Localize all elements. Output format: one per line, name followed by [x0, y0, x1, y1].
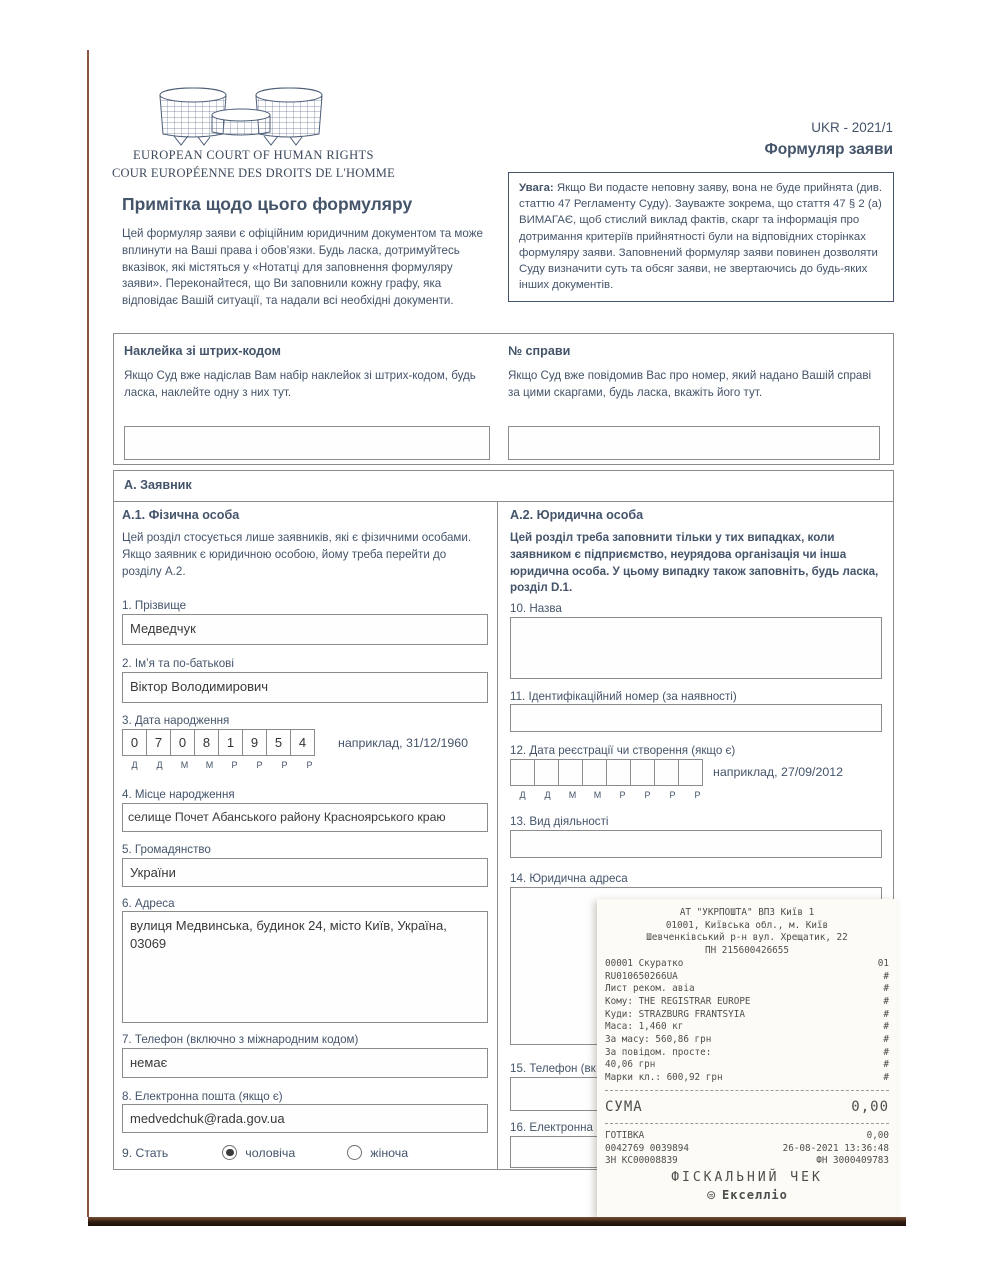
warning-box [508, 172, 894, 302]
receipt-line-left: 01001, Київська обл., м. Київ [665, 919, 829, 931]
section-a-header [113, 470, 894, 502]
receipt-line [605, 958, 889, 971]
postal-receipt [597, 899, 897, 1217]
warning-label: Увага: [519, 182, 554, 194]
dmy-label: Р [306, 760, 313, 770]
registration-date-cells[interactable] [510, 759, 702, 786]
field3-label: 3. Дата народження [122, 714, 230, 727]
a1-intro: Цей розділ стосується лише заявників, які є фізичними особами. Якщо заявник є юридичною особою, йому треба перейти до розділу А.2. [122, 531, 472, 578]
receipt-line-left: ГОТІВКА [605, 1129, 645, 1141]
receipt-line-right: # [883, 1072, 889, 1084]
receipt-line-left: RU010650266UA [605, 970, 678, 982]
activity-value [511, 831, 881, 841]
field12-label: 12. Дата реєстрації чи створення (якщо є) [510, 744, 736, 757]
form-code: UKR - 2021/1 [811, 120, 893, 135]
case-number-value [509, 427, 879, 437]
address-value: вулиця Медвинська, будинок 24, місто Київ, Україна, 03069 [130, 918, 447, 951]
dmy-label: Р [619, 790, 626, 800]
receipt-line-right: # [883, 1034, 889, 1046]
firstname-field[interactable] [122, 672, 488, 703]
field15-label: 15. Телефон (вк [510, 1062, 596, 1075]
birthdate-digit-cell[interactable]: 0 [170, 729, 195, 756]
field6-label: 6. Адреса [122, 897, 175, 910]
receipt-line-left: ЗН КС00008839 [605, 1155, 678, 1167]
registration-digit-cell[interactable] [654, 759, 679, 786]
dmy-label: Д [519, 790, 526, 800]
page-bottom-edge [88, 1217, 906, 1226]
receipt-line-left: Маса: 1,460 кг [605, 1021, 684, 1033]
dmy-label: Р [231, 760, 238, 770]
dmy-label: Р [281, 760, 288, 770]
receipt-line-right: 0,00 [866, 1129, 889, 1141]
gender-row [122, 1145, 408, 1160]
dmy-label: Р [256, 760, 263, 770]
registration-digit-cell[interactable] [510, 759, 535, 786]
birthdate-digit-cell[interactable]: 0 [122, 729, 147, 756]
receipt-line [605, 920, 889, 933]
a1-title: А.1. Фізична особа [122, 508, 240, 522]
echr-building-logo-icon [146, 84, 336, 157]
receipt-line-left: ФІСКАЛЬНИЙ ЧЕК [671, 1169, 823, 1185]
case-number-field[interactable] [508, 426, 880, 460]
field2-label: 2. Ім’я та по-батькові [122, 657, 234, 670]
receipt-line [605, 1187, 889, 1203]
receipt-line [605, 1155, 889, 1168]
email-field[interactable] [122, 1104, 488, 1133]
receipt-line-right: 0,00 [851, 1098, 889, 1115]
birthplace-field[interactable] [122, 803, 488, 832]
registration-digit-cell[interactable] [678, 759, 703, 786]
receipt-line [605, 1168, 889, 1187]
receipt-line-left: Лист реком. авіа [605, 983, 695, 995]
nationality-field[interactable] [122, 858, 488, 887]
field16-label: 16. Електронна [510, 1121, 593, 1134]
barcode-sticker-field[interactable] [124, 426, 490, 460]
dmy-label: М [568, 790, 577, 800]
page-left-edge [87, 50, 89, 1217]
registration-example: наприклад, 27/09/2012 [713, 765, 844, 779]
dmy-label: Д [131, 760, 138, 770]
dmy-label: Р [694, 790, 701, 800]
birthdate-digit-cell[interactable]: 5 [266, 729, 291, 756]
receipt-line-right: ФН 3000409783 [816, 1155, 889, 1167]
receipt-line-left: Куди: STRAZBURG FRANTSYIA [605, 1008, 745, 1020]
receipt-line [605, 1021, 889, 1034]
field7-label: 7. Телефон (включно з міжнародним кодом) [122, 1033, 359, 1046]
note-heading: Примітка щодо цього формуляру [122, 194, 413, 214]
section-a-title: А. Заявник [124, 478, 192, 492]
birthdate-dmy-labels [122, 760, 322, 770]
receipt-line [605, 907, 889, 920]
receipt-line [605, 1034, 889, 1047]
receipt-line-right: # [883, 1059, 889, 1071]
birthdate-digit-cell[interactable]: 9 [242, 729, 267, 756]
field5-label: 5. Громадянство [122, 843, 211, 856]
registration-digit-cell[interactable] [534, 759, 559, 786]
receipt-line [605, 983, 889, 996]
receipt-line [605, 1072, 889, 1085]
dmy-label: М [593, 790, 602, 800]
dmy-label: Д [156, 760, 163, 770]
receipt-line [605, 1143, 889, 1156]
gender-female-label: жіноча [370, 1145, 409, 1160]
dmy-label: М [180, 760, 189, 770]
surname-field[interactable] [122, 614, 488, 645]
case-number-title: № справи [508, 344, 571, 358]
field8-label: 8. Електронна пошта (якщо є) [122, 1090, 283, 1103]
receipt-line [605, 971, 889, 984]
dmy-label: М [205, 760, 214, 770]
receipt-line-right: 26-08-2021 13:36:48 [782, 1142, 889, 1154]
birthdate-digit-cell[interactable]: 7 [146, 729, 171, 756]
barcode-section-body: Якщо Суд вже надіслав Вам набір наклейок зі штрих-кодом, будь ласка, наклейте одну з них тут. [124, 369, 476, 399]
receipt-line [605, 996, 889, 1009]
receipt-line-left: 0042769 0039894 [605, 1142, 689, 1154]
receipt-line-left: СУМА [605, 1098, 643, 1115]
receipt-line [605, 945, 889, 958]
receipt-line-left: 40,06 грн [605, 1059, 656, 1071]
receipt-line-left: Марки кл.: 600,92 грн [605, 1072, 723, 1084]
registration-digit-cell[interactable] [606, 759, 631, 786]
receipt-line-left: ПН 215600426655 [705, 945, 789, 957]
a2-title: А.2. Юридична особа [510, 508, 644, 522]
firstname-value: Віктор Володимирович [130, 679, 269, 694]
receipt-line-right: # [883, 1046, 889, 1058]
gender-female-radio[interactable] [347, 1145, 362, 1160]
address-field[interactable] [122, 911, 488, 1023]
receipt-line-right: # [883, 970, 889, 982]
dmy-label: Д [544, 790, 551, 800]
field10-label: 10. Назва [510, 602, 562, 615]
receipt-line-right: # [883, 995, 889, 1007]
receipt-line-left: АТ "УКРПОШТА" ВПЗ Київ 1 [679, 907, 815, 918]
nationality-value: України [130, 865, 176, 880]
a2-intro: Цей розділ треба заповнити тільки у тих випадках, коли заявником є підприємство, неурядова організація чи інша юридична особа. У цьому випадку також заповніть, будь ласка, розділ D.1. [510, 531, 879, 595]
registration-digit-cell[interactable] [582, 759, 607, 786]
case-number-body: Якщо Суд вже повідомив Вас про номер, який надано Вашій справі за цими скаргами, будь ласка, вкажіть його тут. [508, 369, 872, 399]
org-id-field[interactable] [510, 704, 882, 732]
receipt-line [605, 1047, 889, 1060]
receipt-line [605, 1085, 889, 1091]
barcode-section-title: Наклейка зі штрих-кодом [124, 344, 281, 358]
receipt-line [605, 1097, 889, 1118]
receipt-line-right: 01 [877, 957, 889, 969]
receipt-line [605, 1118, 889, 1124]
warning-text: Якщо Ви подасте неповну заяву, вона не буде прийнята (див. статтю 47 Регламенту Суду). Зауважте зокрема, що стаття 47 § 2 (a) ВИМАГАЄ, щоб стислий виклад фактів, скарг та інформація про дотримання критеріїв прийнятності були на відповідних сторінках формуляру заяви. Заповнений формуляр заяви повинен дозволяти Суду визначити суть та обсяг заяви, не звертаючись до будь-яких інших документів. [519, 182, 883, 292]
birthdate-digit-cell[interactable]: 4 [290, 729, 315, 756]
barcode-sticker-value [125, 427, 489, 437]
receipt-line [605, 1059, 889, 1072]
birthdate-digit-cell[interactable]: 8 [194, 729, 219, 756]
receipt-line-left: Шевченківський р-н вул. Хрещатик, 22 [646, 932, 848, 944]
column-divider [497, 502, 498, 1170]
receipt-line-left: Кому: THE REGISTRAR EUROPE [605, 995, 751, 1007]
receipt-line-right: # [883, 1008, 889, 1020]
receipt-line-left: ⊜ Екселліо [706, 1187, 788, 1203]
birthplace-value: селище Почет Абанського району Красноярського краю [128, 810, 446, 824]
phone-value: немає [130, 1055, 168, 1070]
gender-male-label: чоловіча [245, 1145, 296, 1160]
receipt-line [605, 1130, 889, 1143]
field1-label: 1. Прізвище [122, 599, 187, 612]
gender-male-radio[interactable] [222, 1145, 237, 1160]
field4-label: 4. Місце народження [122, 788, 235, 801]
org-name-english: EUROPEAN COURT OF HUMAN RIGHTS [133, 148, 374, 162]
receipt-line-left: За повідом. просте: [605, 1046, 712, 1058]
field13-label: 13. Вид діяльності [510, 815, 609, 828]
field11-label: 11. Ідентифікаційний номер (за наявності) [510, 690, 737, 703]
phone-field[interactable] [122, 1048, 488, 1078]
dmy-label: Р [669, 790, 676, 800]
legal-address-value [511, 888, 881, 898]
receipt-line-right: # [883, 983, 889, 995]
form-title: Формуляр заяви [764, 141, 893, 158]
dmy-label: Р [644, 790, 651, 800]
receipt-line [605, 932, 889, 945]
registration-digit-cell[interactable] [558, 759, 583, 786]
registration-dmy-labels [510, 790, 710, 800]
field14-label: 14. Юридична адреса [510, 872, 628, 885]
surname-value: Медведчук [130, 621, 196, 636]
receipt-line-left: 00001 Скуратко [605, 957, 684, 969]
note-body: Цей формуляр заяви є офіційним юридичним документом та може вплинути на Ваші права і обов’язки. Будь ласка, дотримуйтесь вказівок, які містяться у «Нотатці для заповнення формуляру заяви». Переконайтеся, що Ви заповнили кожну графу, яка відповідає Вашій ситуації, та надали всі необхідні документи. [122, 227, 483, 308]
org-name-french: COUR EUROPÉENNE DES DROITS DE L'HOMME [112, 166, 395, 180]
receipt-line-right: # [883, 1021, 889, 1033]
org-name-field[interactable] [510, 617, 882, 679]
receipt-line [605, 1009, 889, 1022]
receipt-line-left: За масу: 560,86 грн [605, 1034, 712, 1046]
birthdate-cells[interactable] [122, 729, 314, 756]
registration-digit-cell[interactable] [630, 759, 655, 786]
org-id-value [511, 705, 881, 715]
activity-field[interactable] [510, 830, 882, 858]
birthdate-example: наприклад, 31/12/1960 [338, 736, 469, 750]
birthdate-digit-cell[interactable]: 1 [218, 729, 243, 756]
email-value: medvedchuk@rada.gov.ua [130, 1111, 285, 1126]
field9-label: 9. Стать [122, 1145, 169, 1160]
org-name-value [511, 618, 881, 628]
